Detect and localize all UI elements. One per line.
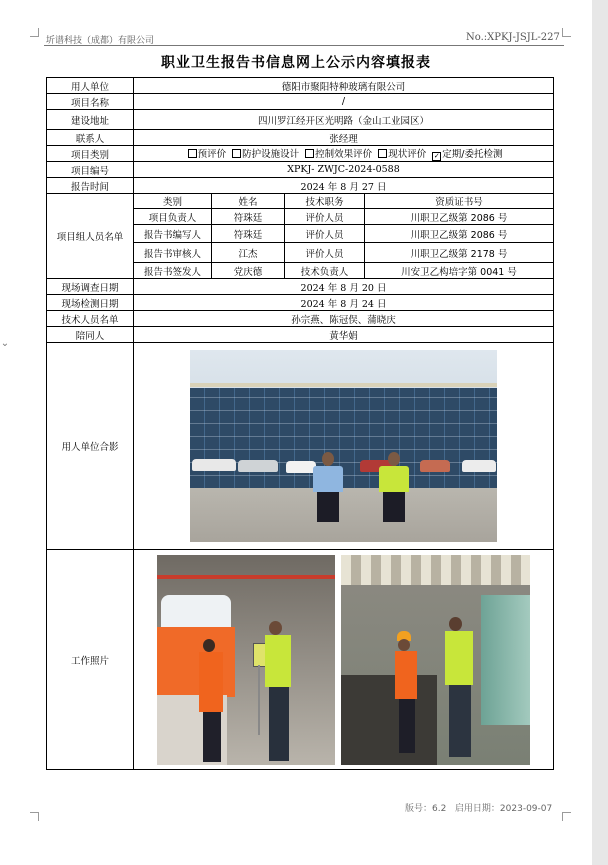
label-team: 项目组人员名单	[47, 194, 134, 279]
work-photo-right	[341, 555, 530, 765]
worker-orange	[199, 652, 223, 712]
checkbox-status-eval[interactable]	[378, 149, 387, 158]
option-control-eval: 控制效果评价	[315, 149, 373, 160]
glass-panels	[481, 595, 530, 725]
option-periodic-inspection: 定期/委托检测	[442, 149, 503, 160]
label-employer: 用人单位	[47, 78, 134, 94]
label-inspection-date: 现场检测日期	[47, 295, 134, 311]
footer	[405, 801, 552, 814]
value-survey-date: 2024 年 8 月 20 日	[134, 279, 554, 295]
option-status-eval: 现状评价	[388, 149, 427, 160]
team-title: 评价人员	[285, 225, 365, 243]
value-escort: 黄华娟	[134, 327, 554, 343]
team-title: 评价人员	[285, 209, 365, 225]
info-table	[46, 77, 554, 770]
team-cert: 川职卫乙级第 2086 号	[365, 209, 554, 225]
header-company: 圻谱科技（成都）有限公司	[46, 36, 155, 46]
category-options	[134, 146, 554, 162]
option-pre-eval: 预评价	[197, 149, 227, 160]
team-cert: 川职卫乙级第 2086 号	[365, 225, 554, 243]
team-role: 报告书编写人	[134, 225, 212, 243]
value-project-name: /	[134, 94, 554, 110]
team-role: 报告书签发人	[134, 263, 212, 279]
label-report-date: 报告时间	[47, 178, 134, 194]
value-technicians: 孙宗燕、陈冠俣、蒲晓庆	[134, 311, 554, 327]
label-project-name: 项目名称	[47, 94, 134, 110]
label-escort: 陪同人	[47, 327, 134, 343]
orange-machine	[157, 627, 235, 697]
value-address: 四川罗江经开区光明路（金山工业园区）	[134, 110, 554, 130]
label-work-photos: 工作照片	[47, 550, 134, 770]
team-role: 报告书审核人	[134, 243, 212, 263]
label-technicians: 技术人员名单	[47, 311, 134, 327]
team-header-cert: 资质证书号	[365, 194, 554, 209]
label-address: 建设地址	[47, 110, 134, 130]
team-header-title: 技术职务	[285, 194, 365, 209]
checkbox-protection-design[interactable]	[232, 149, 241, 158]
value-report-date: 2024 年 8 月 27 日	[134, 178, 554, 194]
team-name: 江杰	[212, 243, 285, 263]
label-contact: 联系人	[47, 130, 134, 146]
label-survey-date: 现场调查日期	[47, 279, 134, 295]
footer-version: 版号：6.2	[405, 804, 447, 814]
crop-mark	[30, 28, 39, 37]
work-photos-cell	[134, 550, 554, 770]
group-photo	[190, 350, 497, 542]
checkbox-periodic-inspection[interactable]: ✓	[433, 152, 440, 160]
value-employer: 德阳市聚阳特种玻璃有限公司	[134, 78, 554, 94]
crop-mark	[30, 812, 39, 821]
document-title: 职业卫生报告书信息网上公示内容填报表	[161, 55, 431, 71]
value-project-no: XPKJ- ZWJC-2024-0588	[134, 162, 554, 178]
label-category: 项目类别	[47, 146, 134, 162]
worker-vest	[265, 635, 291, 687]
group-photo-cell	[134, 343, 554, 550]
checkbox-control-eval[interactable]	[305, 149, 314, 158]
footer-date: 启用日期：2023-09-07	[454, 804, 553, 814]
label-project-no: 项目编号	[47, 162, 134, 178]
person-right	[376, 452, 412, 524]
team-name: 符珠廷	[212, 209, 285, 225]
label-group-photo: 用人单位合影	[47, 343, 134, 550]
team-title: 技术负责人	[285, 263, 365, 279]
header-doc-no: No.:XPKJ-JSJL-227	[466, 32, 560, 43]
option-protection-design: 防护设施设计	[242, 149, 300, 160]
crop-mark	[562, 28, 571, 37]
team-header-role: 类别	[134, 194, 212, 209]
checkbox-pre-eval[interactable]	[188, 149, 197, 158]
value-inspection-date: 2024 年 8 月 24 日	[134, 295, 554, 311]
work-photo-left	[157, 555, 335, 765]
team-cert: 川安卫乙构培字第 0041 号	[365, 263, 554, 279]
team-name: 符珠廷	[212, 225, 285, 243]
team-name: 党庆德	[212, 263, 285, 279]
team-cert: 川职卫乙级第 2178 号	[365, 243, 554, 263]
team-role: 项目负责人	[134, 209, 212, 225]
value-contact: 张经理	[134, 130, 554, 146]
team-header-name: 姓名	[212, 194, 285, 209]
person-left	[308, 452, 348, 524]
crop-mark	[562, 812, 571, 821]
chevron-down-icon[interactable]: ⌄	[0, 338, 10, 349]
team-title: 评价人员	[285, 243, 365, 263]
header-rule	[44, 45, 564, 46]
